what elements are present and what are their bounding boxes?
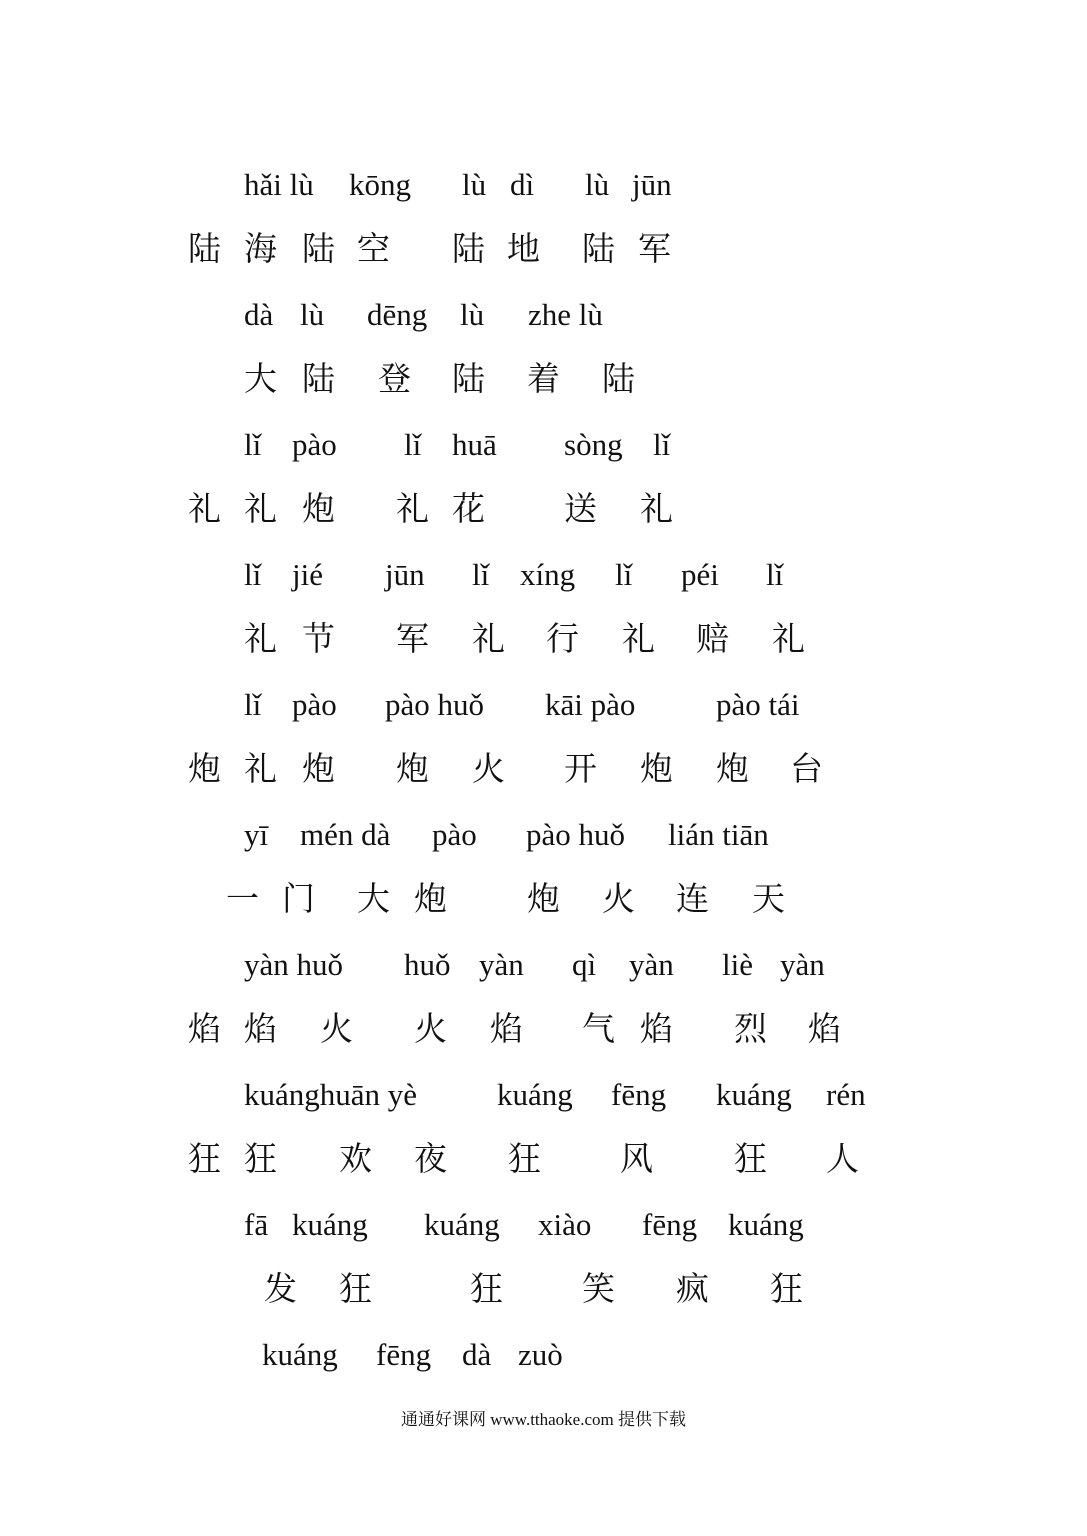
hanzi-char: 人 xyxy=(826,1139,859,1178)
pinyin-token: yī xyxy=(244,817,269,852)
hanzi-char: 火 xyxy=(414,1009,447,1048)
hanzi-char: 连 xyxy=(676,879,709,918)
pinyin-token: dēng xyxy=(367,297,428,332)
pinyin-token: zhe lù xyxy=(528,297,603,332)
hanzi-char: 狂 xyxy=(734,1139,767,1178)
hanzi-char: 一 xyxy=(226,879,259,918)
pinyin-token: lù xyxy=(300,297,325,332)
pinyin-token: kuáng xyxy=(497,1077,573,1112)
hanzi-char: 登 xyxy=(378,359,411,398)
hanzi-char: 礼 xyxy=(472,619,505,658)
pinyin-token: dà xyxy=(462,1337,492,1372)
hanzi-char: 礼 xyxy=(772,619,805,658)
hanzi-char: 陆 xyxy=(602,359,635,398)
hanzi-char: 陆 xyxy=(302,229,335,268)
pinyin-token: kuáng xyxy=(292,1207,368,1242)
pinyin-token: fēng xyxy=(642,1207,698,1242)
hanzi-char: 海 xyxy=(244,229,277,268)
hanzi-char: 礼 xyxy=(244,619,277,658)
hanzi-char: 陆 xyxy=(452,229,485,268)
hanzi-char: 礼 xyxy=(188,489,221,528)
hanzi-char: 礼 xyxy=(396,489,429,528)
hanzi-char: 陆 xyxy=(302,359,335,398)
hanzi-char: 狂 xyxy=(339,1269,372,1308)
hanzi-char: 狂 xyxy=(188,1139,221,1178)
hanzi-char: 礼 xyxy=(244,749,277,788)
pinyin-token: pào xyxy=(292,687,337,722)
hanzi-char: 狂 xyxy=(470,1269,503,1308)
pinyin-token: fā xyxy=(244,1207,269,1242)
pinyin-token: lù xyxy=(462,167,487,202)
hanzi-char: 发 xyxy=(264,1269,297,1308)
hanzi-char: 地 xyxy=(507,229,540,268)
hanzi-char: 陆 xyxy=(582,229,615,268)
hanzi-char: 开 xyxy=(564,749,597,788)
hanzi-char: 狂 xyxy=(508,1139,541,1178)
footer-source-note: 通通好课网 www.tthaoke.com 提供下载 xyxy=(400,1410,687,1429)
pinyin-token: pào xyxy=(432,817,477,852)
hanzi-char: 大 xyxy=(244,359,277,398)
pinyin-token: hǎi lù xyxy=(244,167,314,202)
hanzi-char: 风 xyxy=(620,1139,653,1178)
pinyin-token: lǐ xyxy=(244,427,262,462)
pinyin-token: lǐ xyxy=(244,687,262,722)
pinyin-token: xíng xyxy=(520,557,576,592)
pinyin-token: lǐ xyxy=(244,557,262,592)
pinyin-token: jūn xyxy=(632,167,672,202)
pinyin-token: mén dà xyxy=(300,817,391,852)
hanzi-char: 狂 xyxy=(770,1269,803,1308)
hanzi-char: 台 xyxy=(790,749,823,788)
hanzi-char: 炮 xyxy=(716,749,749,788)
hanzi-char: 节 xyxy=(302,619,335,658)
hanzi-char: 火 xyxy=(472,749,505,788)
hanzi-char: 礼 xyxy=(640,489,673,528)
pinyin-token: kāi pào xyxy=(545,687,636,722)
hanzi-char: 炮 xyxy=(188,749,221,788)
pinyin-token: lǐ xyxy=(404,427,422,462)
pinyin-token: zuò xyxy=(518,1337,563,1372)
hanzi-char: 礼 xyxy=(244,489,277,528)
pinyin-token: lǐ xyxy=(472,557,490,592)
hanzi-char: 欢 xyxy=(339,1139,372,1178)
pinyin-token: lǐ xyxy=(615,557,633,592)
pinyin-token: lù xyxy=(460,297,485,332)
hanzi-char: 炮 xyxy=(527,879,560,918)
pinyin-token: yàn xyxy=(629,947,674,982)
hanzi-char: 笑 xyxy=(582,1269,615,1308)
pinyin-token: lù xyxy=(585,167,610,202)
pinyin-token: huǒ xyxy=(404,947,451,982)
pinyin-token: pào huǒ xyxy=(526,817,626,852)
pinyin-token: huā xyxy=(452,427,497,462)
hanzi-char: 花 xyxy=(452,489,485,528)
pinyin-token: fēng xyxy=(376,1337,432,1372)
pinyin-token: qì xyxy=(572,947,597,982)
hanzi-char: 夜 xyxy=(414,1139,447,1178)
pinyin-token: lǐ xyxy=(653,427,671,462)
hanzi-char: 火 xyxy=(602,879,635,918)
pinyin-token: yàn huǒ xyxy=(244,947,344,982)
hanzi-char: 陆 xyxy=(188,229,221,268)
hanzi-char: 火 xyxy=(320,1009,353,1048)
pinyin-token: pào tái xyxy=(716,687,800,722)
hanzi-char: 焰 xyxy=(244,1009,277,1048)
hanzi-char: 天 xyxy=(752,879,785,918)
hanzi-char: 气 xyxy=(582,1009,615,1048)
pinyin-token: yàn xyxy=(479,947,524,982)
pinyin-token: kuáng xyxy=(424,1207,500,1242)
pinyin-token: yàn xyxy=(780,947,825,982)
pinyin-token: lǐ xyxy=(766,557,784,592)
hanzi-char: 疯 xyxy=(676,1269,709,1308)
hanzi-char: 大 xyxy=(357,879,390,918)
hanzi-char: 炮 xyxy=(302,749,335,788)
hanzi-char: 炮 xyxy=(640,749,673,788)
pinyin-token: kuánghuān yè xyxy=(244,1077,418,1112)
hanzi-char: 送 xyxy=(564,489,597,528)
pinyin-token: kuáng xyxy=(728,1207,804,1242)
pinyin-token: sòng xyxy=(564,427,623,462)
pinyin-token: péi xyxy=(681,557,719,592)
pinyin-token: kuáng xyxy=(262,1337,338,1372)
hanzi-char: 炮 xyxy=(396,749,429,788)
hanzi-char: 陆 xyxy=(452,359,485,398)
pinyin-token: pào huǒ xyxy=(385,687,485,722)
pinyin-token: dà xyxy=(244,297,274,332)
hanzi-char: 炮 xyxy=(302,489,335,528)
pinyin-token: xiào xyxy=(538,1207,592,1242)
hanzi-char: 狂 xyxy=(244,1139,277,1178)
pinyin-token: dì xyxy=(510,167,535,202)
pinyin-token: rén xyxy=(826,1077,866,1112)
hanzi-char: 焰 xyxy=(188,1009,221,1048)
pinyin-token: liè xyxy=(722,947,753,982)
pinyin-token: kuáng xyxy=(716,1077,792,1112)
hanzi-char: 空 xyxy=(357,229,390,268)
hanzi-char: 焰 xyxy=(490,1009,523,1048)
hanzi-char: 礼 xyxy=(622,619,655,658)
hanzi-char: 焰 xyxy=(808,1009,841,1048)
hanzi-char: 焰 xyxy=(640,1009,673,1048)
hanzi-char: 烈 xyxy=(734,1009,767,1048)
hanzi-char: 赔 xyxy=(696,619,729,658)
hanzi-char: 着 xyxy=(527,359,560,398)
hanzi-char: 军 xyxy=(396,619,429,658)
pinyin-token: pào xyxy=(292,427,337,462)
pinyin-token: jūn xyxy=(385,557,425,592)
pinyin-token: fēng xyxy=(611,1077,667,1112)
pinyin-token: kōng xyxy=(349,167,411,202)
hanzi-char: 炮 xyxy=(414,879,447,918)
hanzi-char: 军 xyxy=(638,229,671,268)
hanzi-char: 行 xyxy=(546,619,579,658)
hanzi-char: 门 xyxy=(282,879,315,918)
pinyin-token: jié xyxy=(292,557,323,592)
pinyin-token: lián tiān xyxy=(668,817,769,852)
